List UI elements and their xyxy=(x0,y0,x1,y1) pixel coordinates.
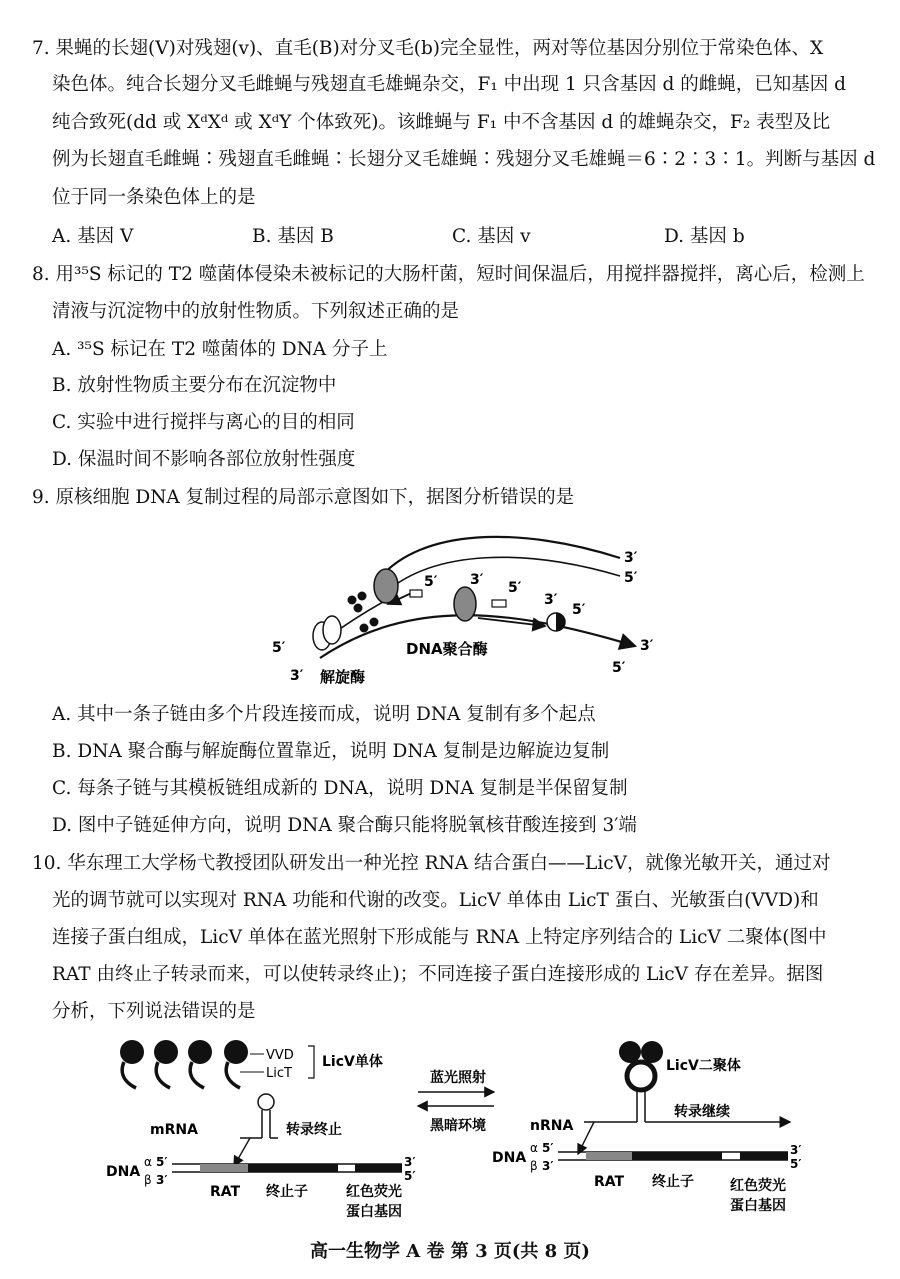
label-3prime: 3′ xyxy=(544,592,558,608)
label-terminator: 终止子 xyxy=(266,1184,308,1200)
label-alpha: α xyxy=(144,1155,152,1169)
ssb-dot xyxy=(348,596,357,605)
dna-replication-diagram xyxy=(260,518,660,690)
label-licv-monomer: LicV单体 xyxy=(322,1054,383,1070)
q8-option-a: A. ³⁵S 标记在 T2 噬菌体的 DNA 分子上 xyxy=(52,339,388,360)
label-licv-dimer: LicV二聚体 xyxy=(666,1058,741,1074)
q7-option-d: D. 基因 b xyxy=(664,226,745,247)
label-mrna: mRNA xyxy=(150,1122,198,1138)
dna-polymerase-2 xyxy=(454,587,476,621)
q7-line-5: 位于同一条染色体上的是 xyxy=(52,187,256,208)
label-dna: DNA xyxy=(106,1164,141,1180)
label-transcription-stop: 转录终止 xyxy=(286,1122,342,1138)
primer-2 xyxy=(492,600,506,607)
label-3prime: 3′ xyxy=(542,1159,554,1173)
q9-option-c: C. 每条子链与其模板链组成新的 DNA，说明 DNA 复制是半保留复制 xyxy=(52,778,628,799)
q9-option-b: B. DNA 聚合酶与解旋酶位置靠近，说明 DNA 复制是边解旋边复制 xyxy=(52,741,610,762)
q9-option-a: A. 其中一条子链由多个片段连接而成，说明 DNA 复制有多个起点 xyxy=(52,704,596,725)
q7-line-1: 7. 果蝇的长翅(V)对残翅(v)、直毛(B)对分叉毛(b)完全显性，两对等位基因分别位于常染色体、X xyxy=(32,38,824,59)
label-vvd: VVD xyxy=(266,1048,294,1063)
label-5prime: 5′ xyxy=(612,660,626,676)
label-5prime: 5′ xyxy=(156,1155,168,1169)
label-5prime: 5′ xyxy=(572,602,586,618)
label-3prime: 3′ xyxy=(624,550,638,566)
rat-segment xyxy=(586,1152,632,1160)
label-3prime: 3′ xyxy=(290,668,304,684)
label-terminator: 终止子 xyxy=(652,1174,694,1190)
licv-diagram xyxy=(100,1030,820,1225)
q7-line-3: 纯合致死(dd 或 XᵈXᵈ 或 XᵈY 个体致死)。该雌蝇与 F₁ 中不含基因 d 的雄蝇杂交，F₂ 表型及比 xyxy=(52,112,831,133)
label-5prime: 5′ xyxy=(624,570,638,586)
terminator-segment xyxy=(248,1164,338,1172)
q10-line-5: 分析，下列说法错误的是 xyxy=(52,1001,256,1022)
label-transcription-continue: 转录继续 xyxy=(674,1104,730,1120)
page-footer: 高一生物学 A 卷 第 3 页(共 8 页) xyxy=(310,1241,590,1262)
label-rfp-2: 蛋白基因 xyxy=(346,1204,402,1220)
label-blue-light: 蓝光照射 xyxy=(430,1070,486,1086)
label-nrna: nRNA xyxy=(530,1118,574,1134)
q8-line-1: 8. 用³⁵S 标记的 T2 噬菌体侵染未被标记的大肠杆菌，短时间保温后，用搅拌器搅拌，离心后，检测上 xyxy=(32,264,865,285)
transcription-arrow xyxy=(234,1138,250,1166)
label-rfp-2: 蛋白基因 xyxy=(730,1198,786,1214)
monomer-bracket xyxy=(308,1046,314,1078)
q10-line-3: 连接子蛋白组成，LicV 单体在蓝光照射下形成能与 RNA 上特定序列结合的 LicV 二聚体(图中 xyxy=(52,927,827,948)
label-beta: β xyxy=(144,1173,152,1187)
terminator-segment xyxy=(632,1152,722,1160)
rfp-gene-segment xyxy=(740,1152,788,1160)
label-5prime: 5′ xyxy=(404,1169,416,1183)
primer-1 xyxy=(410,590,422,597)
label-5prime: 5′ xyxy=(542,1141,554,1155)
label-3prime: 3′ xyxy=(640,638,654,654)
label-rfp-1: 红色荧光 xyxy=(730,1178,786,1194)
ssb-dot xyxy=(358,592,367,601)
label-5prime: 5′ xyxy=(508,580,522,596)
helicase-shape-2 xyxy=(323,616,341,644)
q8-option-b: B. 放射性物质主要分布在沉淀物中 xyxy=(52,375,337,396)
rat-segment xyxy=(200,1164,248,1172)
ssb-dot xyxy=(354,604,363,613)
label-3prime: 3′ xyxy=(156,1173,168,1187)
q8-line-2: 清液与沉淀物中的放射性物质。下列叙述正确的是 xyxy=(52,301,460,322)
label-5prime: 5′ xyxy=(424,574,438,590)
ssb-dot xyxy=(370,618,379,627)
q10-line-2: 光的调节就可以实现对 RNA 功能和代谢的改变。LicV 单体由 LicT 蛋白、光敏蛋白(VVD)和 xyxy=(52,890,819,911)
q7-option-a: A. 基因 V xyxy=(52,226,134,247)
q7-option-b: B. 基因 B xyxy=(252,226,334,247)
q10-line-1: 10. 华东理工大学杨弋教授团队研发出一种光控 RNA 结合蛋白——LicV，就像光敏开关，通过对 xyxy=(32,853,831,874)
label-helicase: 解旋酶 xyxy=(320,668,366,686)
licv-monomers xyxy=(120,1040,248,1088)
label-lict: LicT xyxy=(266,1066,292,1081)
dna-polymerase-1 xyxy=(374,569,398,603)
q7-line-4: 例为长翅直毛雌蝇∶残翅直毛雌蝇∶长翅分叉毛雄蝇∶残翅分叉毛雄蝇＝6∶2∶3∶1。判断与基因 d xyxy=(52,149,876,170)
transcription-arrow xyxy=(578,1122,594,1154)
label-alpha: α xyxy=(530,1141,538,1155)
label-rat: RAT xyxy=(594,1174,625,1190)
q7-option-c: C. 基因 v xyxy=(452,226,531,247)
q9-line-1: 9. 原核细胞 DNA 复制过程的局部示意图如下，据图分析错误的是 xyxy=(32,487,575,508)
ssb-dot xyxy=(360,624,369,633)
label-dark: 黑暗环境 xyxy=(430,1118,486,1134)
licv-dimer xyxy=(619,1041,663,1090)
q7-line-2: 染色体。纯合长翅分叉毛雌蝇与残翅直毛雄蝇杂交，F₁ 中出现 1 只含基因 d 的雌蝇，已知基因 d xyxy=(52,74,846,95)
label-dna: DNA xyxy=(492,1150,527,1166)
label-beta: β xyxy=(530,1159,538,1173)
q10-line-4: RAT 由终止子转录而来，可以使转录终止)；不同连接子蛋白连接形成的 LicV 存在差异。据图 xyxy=(52,964,824,985)
label-5prime: 5′ xyxy=(790,1157,802,1171)
q8-option-c: C. 实验中进行搅拌与离心的目的相同 xyxy=(52,412,355,433)
rna-hairpin-loop xyxy=(258,1094,274,1110)
daughter-strand-top xyxy=(386,557,620,592)
q8-option-d: D. 保温时间不影响各部位放射性强度 xyxy=(52,449,356,470)
label-dna-polymerase: DNA聚合酶 xyxy=(406,640,488,658)
label-rfp-1: 红色荧光 xyxy=(346,1184,402,1200)
label-rat: RAT xyxy=(210,1184,241,1200)
label-5prime: 5′ xyxy=(272,640,286,656)
label-3prime: 3′ xyxy=(790,1143,802,1157)
label-3prime: 3′ xyxy=(404,1155,416,1169)
q9-option-d: D. 图中子链延伸方向，说明 DNA 聚合酶只能将脱氧核苷酸连接到 3′端 xyxy=(52,815,637,836)
label-3prime: 3′ xyxy=(470,572,484,588)
rfp-gene-segment xyxy=(355,1164,402,1172)
